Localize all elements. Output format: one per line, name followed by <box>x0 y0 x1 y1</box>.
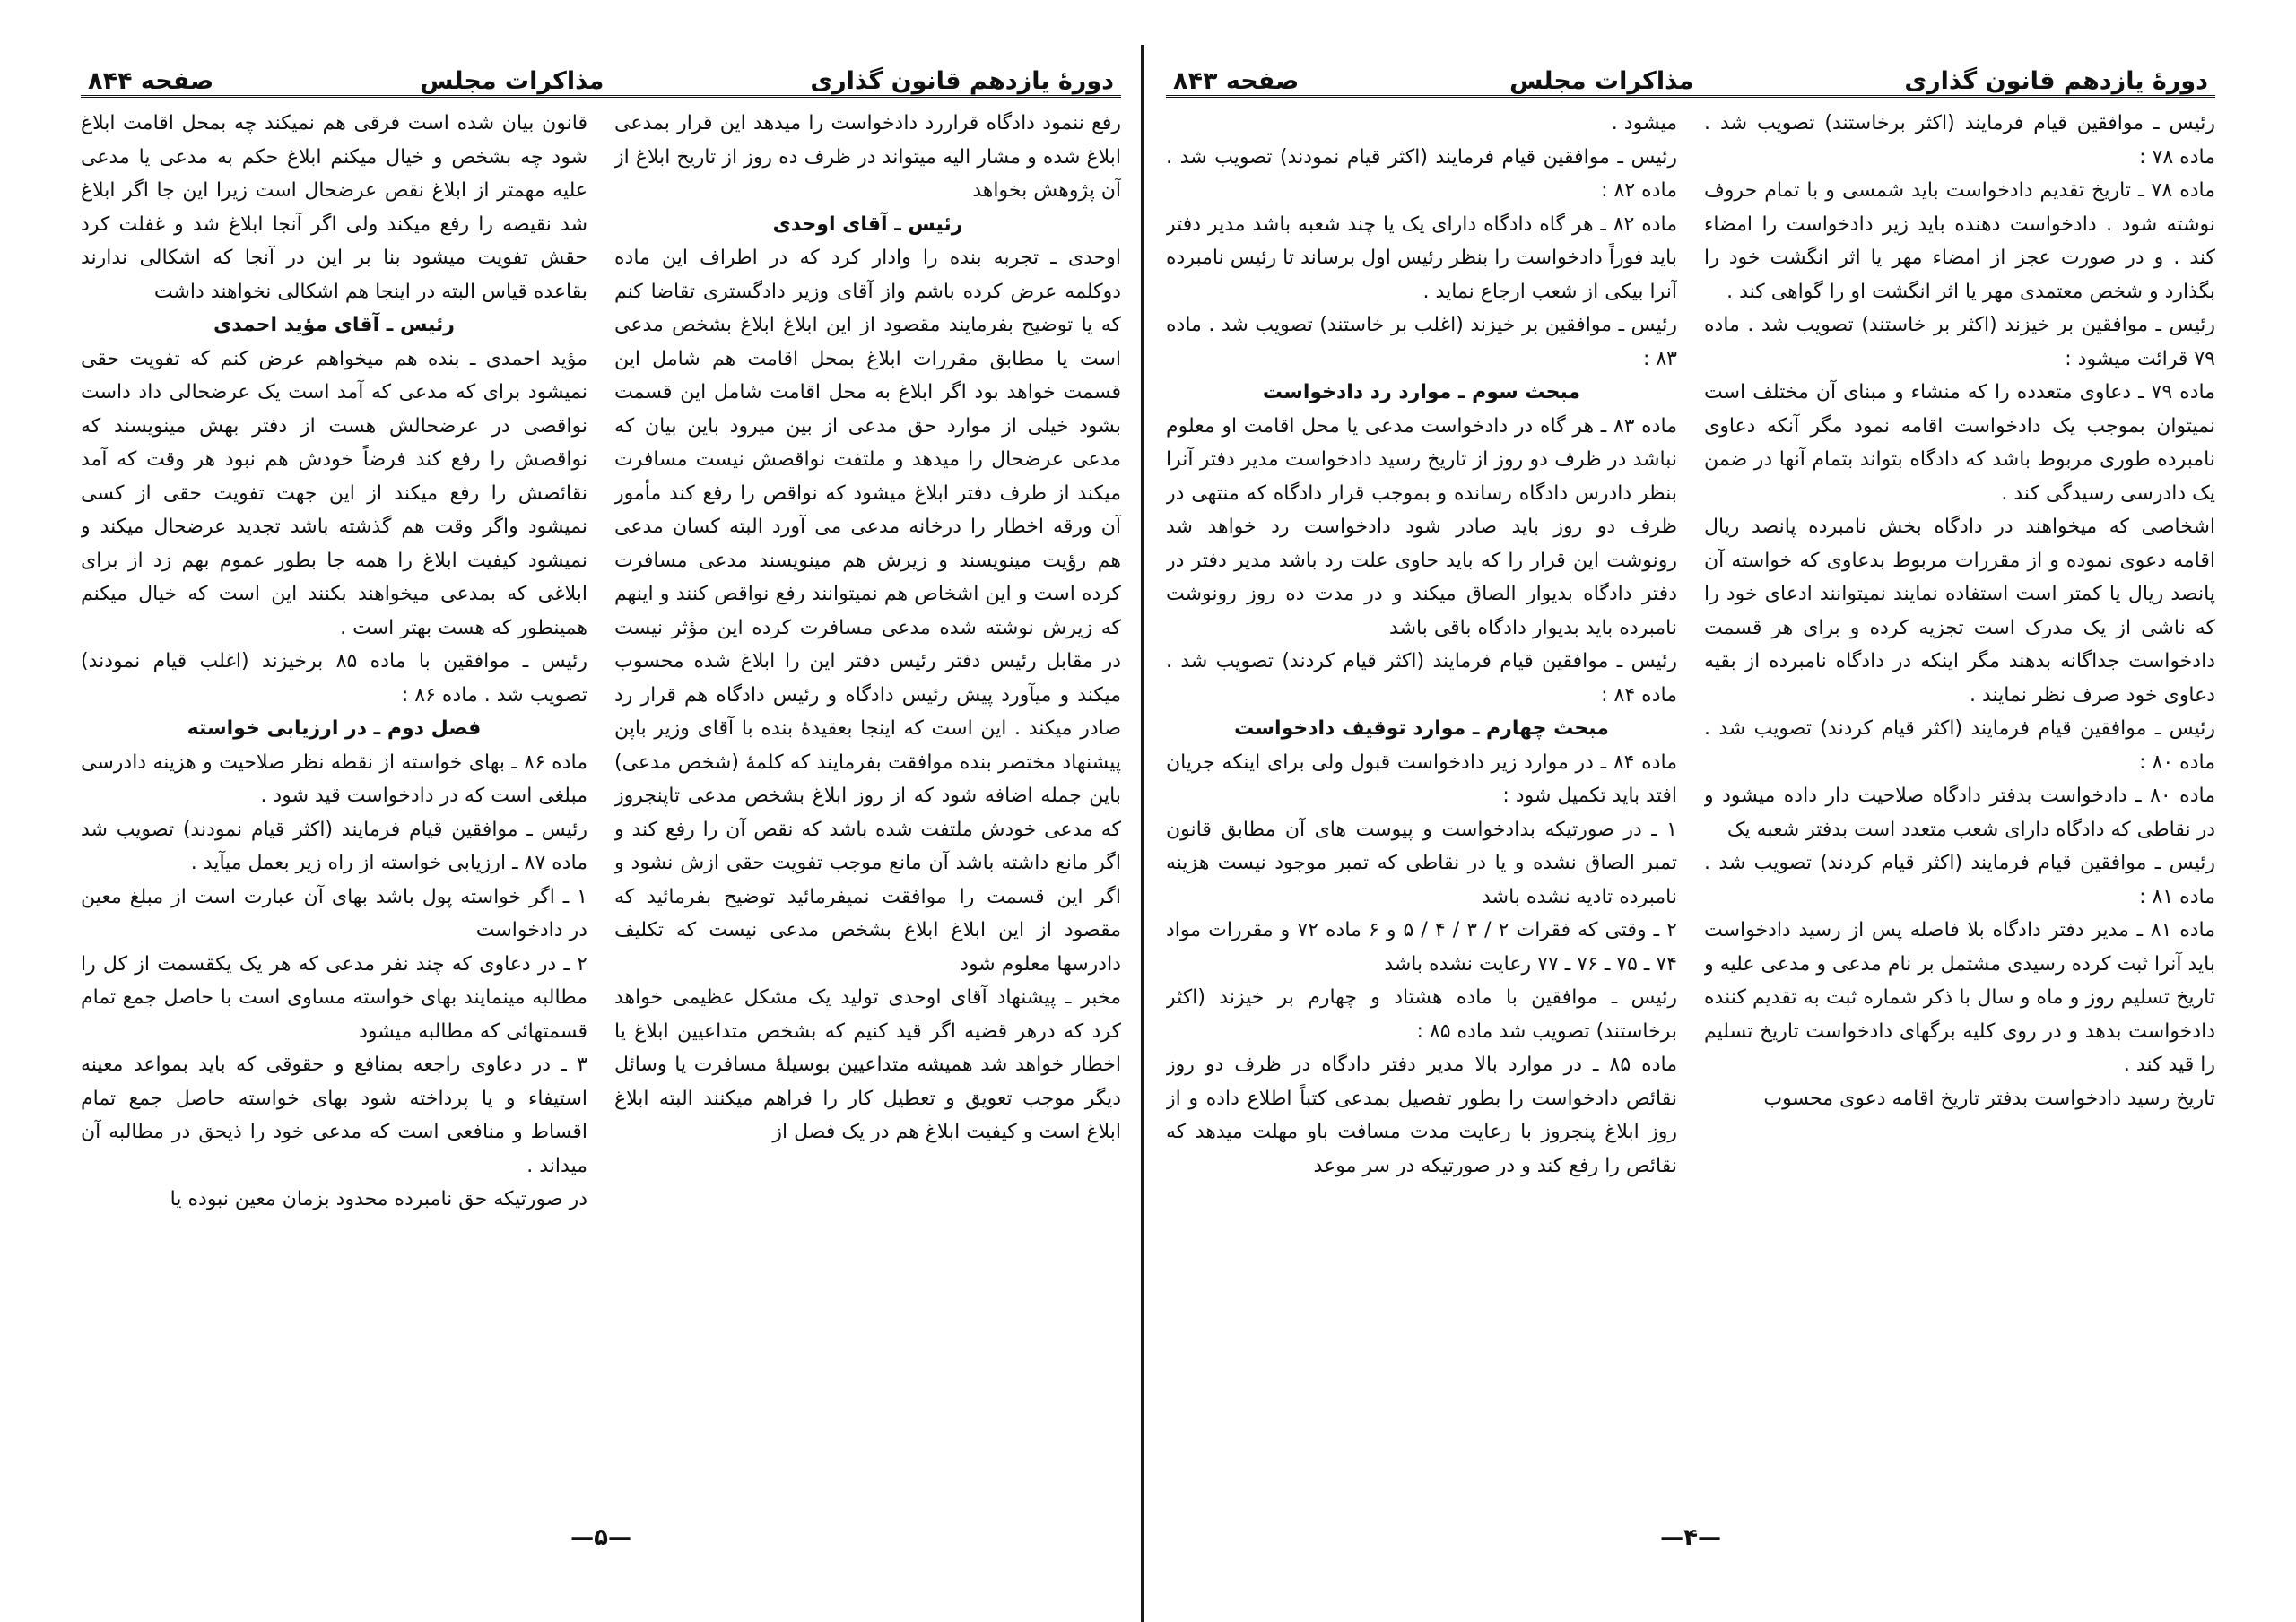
paragraph: رئیس ـ موافقین با ماده ۸۵ برخیزند (اغلب قیام نمودند) تصویب شد . ماده ۸۶ : <box>81 650 587 707</box>
paragraph: رئیس ـ موافقین قیام فرمایند (اکثر قیام نمودند) تصویب شد ماده ۸۷ ـ ارزیابی خواسته از راه زیر بعمل میآید . <box>81 818 587 874</box>
paragraph: تاریخ رسید دادخواست بدفتر تاریخ اقامه دعوی محسوب <box>1763 1087 2215 1110</box>
gutter-rule <box>1141 45 1144 1622</box>
paragraph: ماده ۸۶ ـ بهای خواسته از نقطه نظر صلاحیت و هزینه دادرسی مبلغی است که در دادخواست قید شود . <box>81 750 587 807</box>
paragraph: ماده ۸۴ ـ در موارد زیر دادخواست قبول ولی برای اینکه جریان افتد باید تکمیل شود : <box>1166 750 1677 807</box>
paragraph: رفع ننمود دادگاه قراررد دادخواست را میدهد این قرار بمدعی ابلاغ شده و مشار الیه میتواند در ظرف ده روز از تاریخ ابلاغ از آن پژوهش بخواهد <box>614 112 1121 202</box>
period-title: دورهٔ یازدهم قانون گذاری <box>810 67 1114 95</box>
paragraph: ماده ۸۱ ـ مدیر دفتر دادگاه بلا فاصله پس از رسید دادخواست باید آنرا ثبت کرده رسیدی مشتمل بر نام مدعی و مدعی علیه و تاریخ تسلیم روز و ماه و سال با ذکر شماره ثبت به تقدیم کننده دادخواست بدهد و در روی کلیه برگهای دادخواست تاریخ تسلیم را قید کند . <box>1704 919 2215 1076</box>
paragraph: رئیس ـ موافقین قیام فرمایند (اکثر قیام نمودند) تصویب شد . ماده ۸۲ : <box>1166 145 1677 202</box>
paragraph: اشخاصی که میخواهند در دادگاه بخش نامبرده پانصد ریال اقامه دعوی نموده و از مقررات مربوط بدعاوی که خواسته آن پانصد ریال یا کمتر است استفاده نمایند نمیتوانند ادعای خود را که ناشی از یک مدرک است تجزیه کرده و برای هر قسمت دادخواست جداگانه بدهند مگر اینکه در دادگاه نامبرده از بقیه دعاوی خود صرف نظر نمایند . <box>1704 516 2215 707</box>
column-right <box>1704 107 2215 1523</box>
section-heading: فصل دوم ـ در ارزیابی خواسته <box>187 717 482 740</box>
folio: — ۴ — <box>1166 1524 2215 1551</box>
speaker-call: رئیس ـ آقای اوحدی <box>772 213 963 236</box>
column-left <box>81 107 587 1523</box>
column-right <box>614 107 1121 1523</box>
paragraph: میشود . <box>1611 112 1677 134</box>
paragraph: ماده ۸۵ ـ در موارد بالا مدیر دفتر دادگاه در ظرف دو روز نقائص دادخواست را بطور تفصیل بمدعی کتباً اطلاع داده و از روز ابلاغ پنجروز با رعایت مدت مسافت باو مهلت میدهد که نقائص را رفع کند و در صورتیکه در سر موعد <box>1166 1054 1677 1177</box>
paragraph: ماده ۷۹ ـ دعاوی متعدده را که منشاء و مبنای آن مختلف است نمیتوان بموجب یک دادخواست اقامه نمود مگر آنکه دعاوی نامبرده طوری مربوط باشد که دادگاه بتواند بتمام آنها در ضمن یک دادرسی رسیدگی کند . <box>1704 381 2215 505</box>
center-title: مذاکرات مجلس <box>420 67 604 95</box>
paragraph: ماده ۸۲ ـ هر گاه دادگاه دارای یک یا چند شعبه باشد مدیر دفتر باید فوراً دادخواست را بنظر رئیس اول برساند تا رئیس نامبرده آنرا بیکی از شعب ارجاع نماید . <box>1166 213 1677 303</box>
page-header <box>81 54 1121 98</box>
period-title: دورهٔ یازدهم قانون گذاری <box>1904 67 2208 95</box>
paragraph: ماده ۸۰ ـ دادخواست بدفتر دادگاه صلاحیت دار داده میشود و در نقاطی که دادگاه دارای شعب متعدد است بدفتر شعبه یک <box>1704 785 2215 841</box>
paragraph: رئیس ـ موافقین قیام فرمایند (اکثر برخاستند) تصویب شد . ماده ۷۸ : <box>1704 112 2215 169</box>
paragraph: ۲ ـ در دعاوی که چند نفر مدعی که هر یک یکقسمت از کل را مطالبه مینمایند بهای خواسته مساوی است با حاصل جمع تمام قسمتهائی که مطالبه میشود <box>81 952 587 1043</box>
paragraph: مؤید احمدی ـ بنده هم میخواهم عرض کنم که تفویت حقی نمیشود برای که مدعی که آمد است یک عرضحالی داد داست نواقصی در عرضحالش هست از دفتر بهش مینویسند که نواقصش را رفع کند فرضاً خودش هم نبود هر وقت که آمد نقائصش را رفع میکند از این جهت تفویت حقی از کسی نمیشود واگر وقت هم گذشته باشد تجدید عرضحال میکند و نمیشود کیفیت ابلاغ را همه جا بطور عموم بهم زد از برای ابلاغی که بمدعی میخواهند بکنند این است که خیال میکنم همینطور که هست بهتر است . <box>81 347 587 639</box>
column-left <box>1166 107 1677 1523</box>
section-heading: مبحث چهارم ـ موارد توقیف دادخواست <box>1234 717 1609 740</box>
paragraph: ۱ ـ اگر خواسته پول باشد بهای آن عبارت است از مبلغ معین در دادخواست <box>81 885 587 941</box>
paragraph: ماده ۸۳ ـ هر گاه در دادخواست مدعی یا محل اقامت او معلوم نباشد در ظرف دو روز از تاریخ رسید دادخواست مدیر دفتر آنرا بنظر دادرس دادگاه رسانده و بموجب قرار دادگاه که منتهی در ظرف دو روز باید صادر شود دادخواست رد خواهد شد رونوشت این قرار را که باید حاوی علت رد باشد مدیر دفتر در دفتر دادگاه بدیوار الصاق میکند و در مدت ده روز رونوشت نامبرده باید بدیوار دادگاه باقی باشد <box>1166 414 1677 639</box>
paragraph: در صورتیکه حق نامبرده محدود بزمان معین نبوده یا <box>170 1188 587 1210</box>
page-843 <box>1166 54 2215 1587</box>
page-number-label: صفحه ۸۴۳ <box>1173 67 1300 95</box>
paragraph: رئیس ـ موافقین بر خیزند (اغلب بر خاستند) تصویب شد . ماده ۸۳ : <box>1166 314 1677 370</box>
paragraph: ۲ ـ وقتی که فقرات ۲ / ۳ / ۴ / ۵ و ۶ ماده ۷۲ و مقررات مواد ۷۴ ـ ۷۵ ـ ۷۶ ـ ۷۷ رعایت نشده باشد <box>1166 919 1677 976</box>
paragraph: مخبر ـ پیشنهاد آقای اوحدی تولید یک مشکل عظیمی خواهد کرد که درهر قضیه اگر قید کنیم که بشخص متداعیین ابلاغ یا اخطار خواهد شد همیشه متداعیین بوسیلهٔ مسافرت یا وسائل دیگر موجب تعویق و تعطیل کار را فراهم میکنند البته ابلاغ ابلاغ است و کیفیت ابلاغ هم در یک فصل از <box>614 986 1121 1143</box>
speaker-call: رئیس ـ آقای مؤید احمدی <box>213 314 455 336</box>
center-title: مذاکرات مجلس <box>1509 67 1694 95</box>
paragraph: رئیس ـ موافقین قیام فرمایند (اکثر قیام کردند) تصویب شد . ماده ۸۴ : <box>1166 650 1677 707</box>
paragraph: قانون بیان شده است فرقی هم نمیکند چه بمحل اقامت ابلاغ شود چه بشخص و خیال میکنم ابلاغ حکم به مدعی یا مدعی علیه مهمتر از ابلاغ نقص عرضحال است زیرا این جا اگر ابلاغ شد نقیصه را رفع میکند ولی اگر آنجا ابلاغ شد و غفلت کرد حقش تفویت میشود بنا بر این در آنجا که اشکالی ندارند بقاعده قیاس البته در اینجا هم اشکالی نخواهند داشت <box>81 112 587 303</box>
columns <box>1166 107 2215 1523</box>
paragraph: رئیس ـ موافقین قیام فرمایند (اکثر قیام کردند) تصویب شد . ماده ۸۰ : <box>1704 717 2215 774</box>
paragraph: رئیس ـ موافقین با ماده هشتاد و چهارم بر خیزند (اکثر برخاستند) تصویب شد ماده ۸۵ : <box>1166 986 1677 1043</box>
page-header <box>1166 54 2215 98</box>
columns <box>81 107 1121 1523</box>
paragraph: ۱ ـ در صورتیکه بدادخواست و پیوست های آن مطابق قانون تمبر الصاق نشده و یا در نقاطی که تمبر موجود نیست هزینه نامبرده تادیه نشده باشد <box>1166 818 1677 908</box>
paragraph: ماده ۷۸ ـ تاریخ تقدیم دادخواست باید شمسی و با تمام حروف نوشته شود . دادخواست دهنده باید زیر دادخواست را امضاء کند . و در صورت عجز از امضاء مهر یا اثر انگشت خود را بگذارد و شخص معتمدی مهر یا اثر انگشت او را گواهی کند . <box>1704 179 2215 303</box>
folio: — ۵ — <box>81 1524 1121 1551</box>
paragraph: رئیس ـ موافقین بر خیزند (اکثر بر خاستند) تصویب شد . ماده ۷۹ قرائت میشود : <box>1704 314 2215 370</box>
page-number-label: صفحه ۸۴۴ <box>88 67 214 95</box>
paragraph: اوحدی ـ تجربه بنده را وادار کرد که در اطراف این ماده دوکلمه عرض کرده باشم واز آقای وزیر دادگستری تقاضا کنم که یا توضیح بفرمایند مقصود از این ابلاغ ابلاغ بشخص مدعی است یا مطابق مقررات ابلاغ بمحل اقامت هم شامل این قسمت خواهد بود اگر ابلاغ به محل اقامت شامل این قسمت بشود خیلی از موارد حق مدعی از بین میرود باین بیان که مدعی عرضحال را میدهد و ملتفت نواقصش نیست مسافرت میکند از طرف دفتر ابلاغ میشود که نواقص را رفع کند مأمور آن ورقه اخطار را درخانه مدعی می آورد البته کسان مدعی هم رؤیت مینویسند و زیرش هم مینویسند مدعی مسافرت کرده است و این اشخاص هم نمیتوانند رفع نواقص کنند و اینهم که زیرش نوشته شده مدعی مسافرت کرده این مؤثر نیست در مقابل رئیس دفتر رئیس دفتر این را ابلاغ شده محسوب میکند و میآورد پیش رئیس دادگاه و رئیس دادگاه هم قرار رد صادر میکند . این است که اینجا بعقیدهٔ بنده با آقای وزیر باپن پیشنهاد مختصر بنده موافقت بفرمایند که کلمهٔ (شخص مدعی) باین جمله اضافه شود که از روز ابلاغ بشخص مدعی تاپنجروز که مدعی خودش ملتفت شده باشد که نقص آن را رفع کند و اگر مانع داشته باشد آن مانع موجب تفویت حقی ازش نشود و اگر این قسمت را موافقت نمیفرمائید توضیح بفرمائید که مقصود از این ابلاغ ابلاغ بشخص مدعی نیست که تکلیف دادرسها معلوم شود <box>614 247 1121 976</box>
paragraph: ۳ ـ در دعاوی راجعه بمنافع و حقوقی که باید بمواعد معینه استیفاء و یا پرداخته شود بهای خواسته حاصل جمع تمام اقساط و منافعی است که مدعی خود را ذیحق در مطالبه آن میداند . <box>81 1054 587 1177</box>
section-heading: مبحث سوم ـ موارد رد دادخواست <box>1262 381 1581 403</box>
paragraph: رئیس ـ موافقین قیام فرمایند (اکثر قیام کردند) تصویب شد . ماده ۸۱ : <box>1704 852 2215 908</box>
page-844 <box>81 54 1121 1587</box>
